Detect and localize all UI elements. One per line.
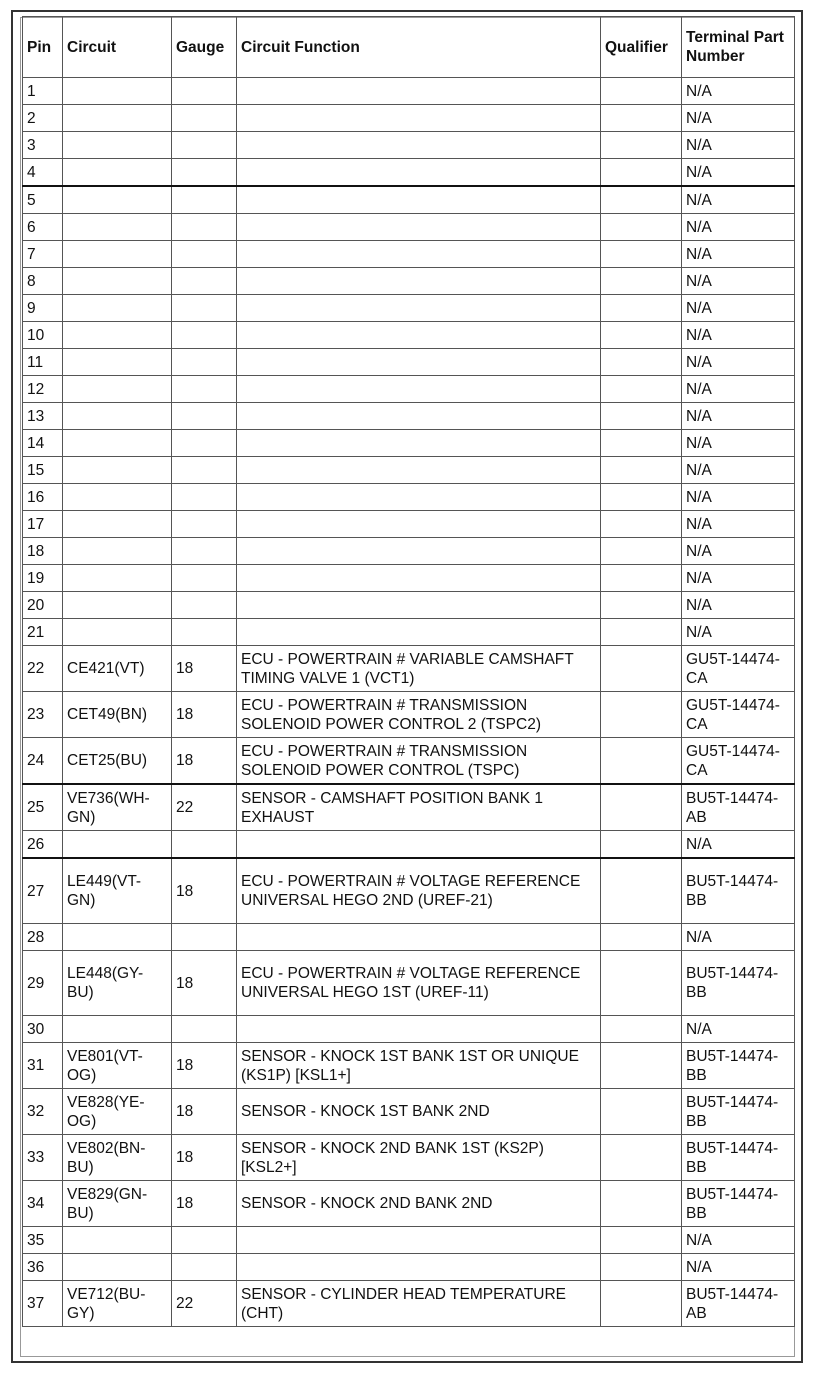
terminal-part-number-cell: N/A	[682, 1254, 795, 1281]
terminal-part-number-cell: N/A	[682, 592, 795, 619]
circuit-function-cell	[237, 214, 601, 241]
table-row	[23, 951, 795, 1016]
circuit-cell	[63, 457, 172, 484]
gauge-cell: 18	[172, 1181, 237, 1227]
terminal-part-number-cell: N/A	[682, 376, 795, 403]
header-qualifier: Qualifier	[601, 17, 682, 78]
pin-cell: 32	[23, 1089, 63, 1135]
pin-cell: 26	[23, 831, 63, 859]
circuit-cell	[63, 78, 172, 105]
terminal-part-number-cell: N/A	[682, 484, 795, 511]
pin-cell: 1	[23, 78, 63, 105]
table-header-row	[23, 17, 795, 78]
qualifier-cell	[601, 159, 682, 187]
table-row	[23, 1089, 795, 1135]
gauge-cell	[172, 430, 237, 457]
terminal-part-number-cell: N/A	[682, 241, 795, 268]
qualifier-cell	[601, 186, 682, 214]
circuit-function-cell: ECU - POWERTRAIN # TRANSMISSION SOLENOID POWER CONTROL (TSPC)	[237, 738, 601, 785]
terminal-part-number-cell: N/A	[682, 268, 795, 295]
table-row	[23, 132, 795, 159]
terminal-part-number-cell: GU5T-14474-CA	[682, 646, 795, 692]
table-row	[23, 784, 795, 831]
terminal-part-number-cell: N/A	[682, 457, 795, 484]
circuit-function-cell	[237, 78, 601, 105]
circuit-cell	[63, 565, 172, 592]
terminal-part-number-cell: BU5T-14474-BB	[682, 951, 795, 1016]
qualifier-cell	[601, 1281, 682, 1327]
gauge-cell	[172, 538, 237, 565]
qualifier-cell	[601, 538, 682, 565]
terminal-part-number-cell: GU5T-14474-CA	[682, 738, 795, 785]
table-row	[23, 457, 795, 484]
terminal-part-number-cell: BU5T-14474-BB	[682, 1043, 795, 1089]
pin-cell: 30	[23, 1016, 63, 1043]
circuit-cell	[63, 295, 172, 322]
table-row	[23, 1281, 795, 1327]
circuit-function-cell	[237, 457, 601, 484]
pin-cell: 13	[23, 403, 63, 430]
gauge-cell: 18	[172, 692, 237, 738]
table-row	[23, 646, 795, 692]
table-row	[23, 484, 795, 511]
terminal-part-number-cell: N/A	[682, 1016, 795, 1043]
circuit-function-cell	[237, 619, 601, 646]
table-row	[23, 430, 795, 457]
table-row	[23, 1016, 795, 1043]
table-row	[23, 349, 795, 376]
pin-cell: 24	[23, 738, 63, 785]
pin-cell: 4	[23, 159, 63, 187]
gauge-cell	[172, 186, 237, 214]
circuit-cell	[63, 484, 172, 511]
gauge-cell	[172, 619, 237, 646]
pin-cell: 36	[23, 1254, 63, 1281]
pin-cell: 2	[23, 105, 63, 132]
qualifier-cell	[601, 1181, 682, 1227]
circuit-cell: VE828(YE-OG)	[63, 1089, 172, 1135]
pin-cell: 37	[23, 1281, 63, 1327]
pin-cell: 35	[23, 1227, 63, 1254]
terminal-part-number-cell: N/A	[682, 538, 795, 565]
circuit-cell	[63, 403, 172, 430]
terminal-part-number-cell: BU5T-14474-AB	[682, 1281, 795, 1327]
table-row	[23, 692, 795, 738]
circuit-cell	[63, 268, 172, 295]
table-row	[23, 214, 795, 241]
gauge-cell: 18	[172, 951, 237, 1016]
table-row	[23, 538, 795, 565]
connector-pinout-table	[22, 16, 795, 1327]
qualifier-cell	[601, 376, 682, 403]
circuit-cell	[63, 831, 172, 859]
circuit-cell: LE448(GY-BU)	[63, 951, 172, 1016]
circuit-cell	[63, 186, 172, 214]
circuit-function-cell: SENSOR - KNOCK 2ND BANK 1ST (KS2P) [KSL2+]	[237, 1135, 601, 1181]
pin-cell: 18	[23, 538, 63, 565]
pin-cell: 12	[23, 376, 63, 403]
circuit-function-cell	[237, 1227, 601, 1254]
qualifier-cell	[601, 1227, 682, 1254]
table-row	[23, 403, 795, 430]
gauge-cell: 18	[172, 646, 237, 692]
pin-cell: 7	[23, 241, 63, 268]
table-row	[23, 376, 795, 403]
gauge-cell	[172, 1016, 237, 1043]
gauge-cell: 18	[172, 738, 237, 785]
gauge-cell	[172, 241, 237, 268]
header-pin: Pin	[23, 17, 63, 78]
qualifier-cell	[601, 214, 682, 241]
gauge-cell	[172, 1254, 237, 1281]
qualifier-cell	[601, 1254, 682, 1281]
qualifier-cell	[601, 403, 682, 430]
table-row	[23, 858, 795, 924]
terminal-part-number-cell: N/A	[682, 511, 795, 538]
terminal-part-number-cell: N/A	[682, 403, 795, 430]
terminal-part-number-cell: N/A	[682, 214, 795, 241]
qualifier-cell	[601, 831, 682, 859]
gauge-cell	[172, 1227, 237, 1254]
pin-cell: 33	[23, 1135, 63, 1181]
qualifier-cell	[601, 565, 682, 592]
gauge-cell	[172, 403, 237, 430]
circuit-function-cell	[237, 924, 601, 951]
terminal-part-number-cell: N/A	[682, 430, 795, 457]
pin-cell: 8	[23, 268, 63, 295]
circuit-function-cell: ECU - POWERTRAIN # TRANSMISSION SOLENOID POWER CONTROL 2 (TSPC2)	[237, 692, 601, 738]
circuit-function-cell	[237, 484, 601, 511]
circuit-function-cell: ECU - POWERTRAIN # VOLTAGE REFERENCE UNIVERSAL HEGO 1ST (UREF-11)	[237, 951, 601, 1016]
table-row	[23, 295, 795, 322]
header-circuit-function: Circuit Function	[237, 17, 601, 78]
gauge-cell	[172, 349, 237, 376]
circuit-cell: CET49(BN)	[63, 692, 172, 738]
circuit-cell	[63, 538, 172, 565]
pin-cell: 14	[23, 430, 63, 457]
terminal-part-number-cell: N/A	[682, 831, 795, 859]
pin-cell: 9	[23, 295, 63, 322]
table-row	[23, 1135, 795, 1181]
circuit-function-cell: SENSOR - CAMSHAFT POSITION BANK 1 EXHAUST	[237, 784, 601, 831]
circuit-function-cell: ECU - POWERTRAIN # VOLTAGE REFERENCE UNIVERSAL HEGO 2ND (UREF-21)	[237, 858, 601, 924]
circuit-cell: VE736(WH-GN)	[63, 784, 172, 831]
table-row	[23, 186, 795, 214]
qualifier-cell	[601, 784, 682, 831]
terminal-part-number-cell: BU5T-14474-AB	[682, 784, 795, 831]
qualifier-cell	[601, 1089, 682, 1135]
circuit-function-cell	[237, 376, 601, 403]
pin-cell: 22	[23, 646, 63, 692]
circuit-cell: LE449(VT-GN)	[63, 858, 172, 924]
qualifier-cell	[601, 1135, 682, 1181]
qualifier-cell	[601, 457, 682, 484]
qualifier-cell	[601, 430, 682, 457]
qualifier-cell	[601, 1016, 682, 1043]
table-row	[23, 241, 795, 268]
pin-cell: 25	[23, 784, 63, 831]
terminal-part-number-cell: N/A	[682, 619, 795, 646]
pin-cell: 21	[23, 619, 63, 646]
terminal-part-number-cell: N/A	[682, 565, 795, 592]
terminal-part-number-cell: N/A	[682, 924, 795, 951]
gauge-cell	[172, 484, 237, 511]
circuit-cell	[63, 132, 172, 159]
circuit-function-cell	[237, 511, 601, 538]
gauge-cell	[172, 322, 237, 349]
terminal-part-number-cell: GU5T-14474-CA	[682, 692, 795, 738]
gauge-cell: 22	[172, 784, 237, 831]
table-row	[23, 268, 795, 295]
circuit-cell: VE829(GN-BU)	[63, 1181, 172, 1227]
qualifier-cell	[601, 738, 682, 785]
qualifier-cell	[601, 241, 682, 268]
circuit-cell: CET25(BU)	[63, 738, 172, 785]
gauge-cell	[172, 214, 237, 241]
table-row	[23, 159, 795, 187]
circuit-function-cell	[237, 241, 601, 268]
qualifier-cell	[601, 511, 682, 538]
circuit-function-cell	[237, 1016, 601, 1043]
qualifier-cell	[601, 322, 682, 349]
pin-cell: 23	[23, 692, 63, 738]
table-row	[23, 592, 795, 619]
qualifier-cell	[601, 484, 682, 511]
gauge-cell	[172, 511, 237, 538]
gauge-cell: 22	[172, 1281, 237, 1327]
circuit-function-cell	[237, 268, 601, 295]
header-circuit: Circuit	[63, 17, 172, 78]
table-row	[23, 738, 795, 785]
terminal-part-number-cell: N/A	[682, 295, 795, 322]
table-row	[23, 1227, 795, 1254]
circuit-function-cell	[237, 592, 601, 619]
gauge-cell	[172, 132, 237, 159]
pin-cell: 5	[23, 186, 63, 214]
qualifier-cell	[601, 951, 682, 1016]
table-row	[23, 565, 795, 592]
table-body	[23, 78, 795, 1327]
pin-cell: 17	[23, 511, 63, 538]
gauge-cell: 18	[172, 1089, 237, 1135]
terminal-part-number-cell: N/A	[682, 1227, 795, 1254]
terminal-part-number-cell: BU5T-14474-BB	[682, 1089, 795, 1135]
qualifier-cell	[601, 592, 682, 619]
pin-cell: 6	[23, 214, 63, 241]
qualifier-cell	[601, 78, 682, 105]
gauge-cell	[172, 159, 237, 187]
qualifier-cell	[601, 619, 682, 646]
gauge-cell	[172, 565, 237, 592]
terminal-part-number-cell: N/A	[682, 349, 795, 376]
circuit-function-cell	[237, 186, 601, 214]
terminal-part-number-cell: N/A	[682, 159, 795, 187]
pin-cell: 28	[23, 924, 63, 951]
circuit-function-cell: SENSOR - KNOCK 1ST BANK 2ND	[237, 1089, 601, 1135]
circuit-cell: VE801(VT-OG)	[63, 1043, 172, 1089]
circuit-cell: VE712(BU-GY)	[63, 1281, 172, 1327]
table-row	[23, 619, 795, 646]
gauge-cell	[172, 831, 237, 859]
table-row	[23, 1043, 795, 1089]
circuit-cell	[63, 349, 172, 376]
circuit-function-cell: SENSOR - KNOCK 1ST BANK 1ST OR UNIQUE (KS1P) [KSL1+]	[237, 1043, 601, 1089]
table-row	[23, 1181, 795, 1227]
table-row	[23, 105, 795, 132]
circuit-function-cell	[237, 538, 601, 565]
gauge-cell	[172, 78, 237, 105]
pin-cell: 27	[23, 858, 63, 924]
qualifier-cell	[601, 349, 682, 376]
qualifier-cell	[601, 1043, 682, 1089]
gauge-cell	[172, 268, 237, 295]
terminal-part-number-cell: N/A	[682, 186, 795, 214]
gauge-cell	[172, 457, 237, 484]
gauge-cell	[172, 376, 237, 403]
circuit-cell	[63, 1016, 172, 1043]
pin-cell: 19	[23, 565, 63, 592]
qualifier-cell	[601, 105, 682, 132]
circuit-function-cell	[237, 159, 601, 187]
pin-cell: 20	[23, 592, 63, 619]
circuit-function-cell	[237, 430, 601, 457]
pin-cell: 3	[23, 132, 63, 159]
table-row	[23, 1254, 795, 1281]
table-row	[23, 78, 795, 105]
header-gauge: Gauge	[172, 17, 237, 78]
table-row	[23, 511, 795, 538]
circuit-function-cell	[237, 403, 601, 430]
qualifier-cell	[601, 924, 682, 951]
gauge-cell	[172, 295, 237, 322]
circuit-cell	[63, 214, 172, 241]
circuit-cell: VE802(BN-BU)	[63, 1135, 172, 1181]
circuit-cell	[63, 924, 172, 951]
circuit-cell	[63, 1254, 172, 1281]
circuit-function-cell	[237, 322, 601, 349]
circuit-cell	[63, 322, 172, 349]
gauge-cell	[172, 924, 237, 951]
terminal-part-number-cell: N/A	[682, 78, 795, 105]
table-row	[23, 322, 795, 349]
circuit-function-cell	[237, 565, 601, 592]
circuit-function-cell	[237, 1254, 601, 1281]
qualifier-cell	[601, 858, 682, 924]
terminal-part-number-cell: N/A	[682, 322, 795, 349]
circuit-function-cell	[237, 105, 601, 132]
table-row	[23, 924, 795, 951]
circuit-function-cell: SENSOR - CYLINDER HEAD TEMPERATURE (CHT)	[237, 1281, 601, 1327]
circuit-cell	[63, 511, 172, 538]
circuit-cell	[63, 159, 172, 187]
circuit-cell	[63, 1227, 172, 1254]
circuit-function-cell: ECU - POWERTRAIN # VARIABLE CAMSHAFT TIMING VALVE 1 (VCT1)	[237, 646, 601, 692]
terminal-part-number-cell: N/A	[682, 132, 795, 159]
table-row	[23, 831, 795, 859]
pin-cell: 15	[23, 457, 63, 484]
terminal-part-number-cell: BU5T-14474-BB	[682, 1135, 795, 1181]
gauge-cell	[172, 592, 237, 619]
circuit-function-cell	[237, 349, 601, 376]
pin-cell: 10	[23, 322, 63, 349]
circuit-function-cell	[237, 132, 601, 159]
circuit-function-cell	[237, 831, 601, 859]
qualifier-cell	[601, 692, 682, 738]
pin-cell: 29	[23, 951, 63, 1016]
circuit-cell	[63, 592, 172, 619]
pin-cell: 31	[23, 1043, 63, 1089]
circuit-cell: CE421(VT)	[63, 646, 172, 692]
circuit-cell	[63, 430, 172, 457]
circuit-function-cell: SENSOR - KNOCK 2ND BANK 2ND	[237, 1181, 601, 1227]
circuit-function-cell	[237, 295, 601, 322]
pin-cell: 11	[23, 349, 63, 376]
terminal-part-number-cell: N/A	[682, 105, 795, 132]
header-terminal-part-number: Terminal Part Number	[682, 17, 795, 78]
gauge-cell: 18	[172, 1135, 237, 1181]
qualifier-cell	[601, 132, 682, 159]
qualifier-cell	[601, 268, 682, 295]
terminal-part-number-cell: BU5T-14474-BB	[682, 1181, 795, 1227]
gauge-cell	[172, 105, 237, 132]
pin-cell: 34	[23, 1181, 63, 1227]
circuit-cell	[63, 241, 172, 268]
terminal-part-number-cell: BU5T-14474-BB	[682, 858, 795, 924]
pin-cell: 16	[23, 484, 63, 511]
circuit-cell	[63, 105, 172, 132]
qualifier-cell	[601, 295, 682, 322]
qualifier-cell	[601, 646, 682, 692]
gauge-cell: 18	[172, 858, 237, 924]
circuit-cell	[63, 376, 172, 403]
gauge-cell: 18	[172, 1043, 237, 1089]
circuit-cell	[63, 619, 172, 646]
